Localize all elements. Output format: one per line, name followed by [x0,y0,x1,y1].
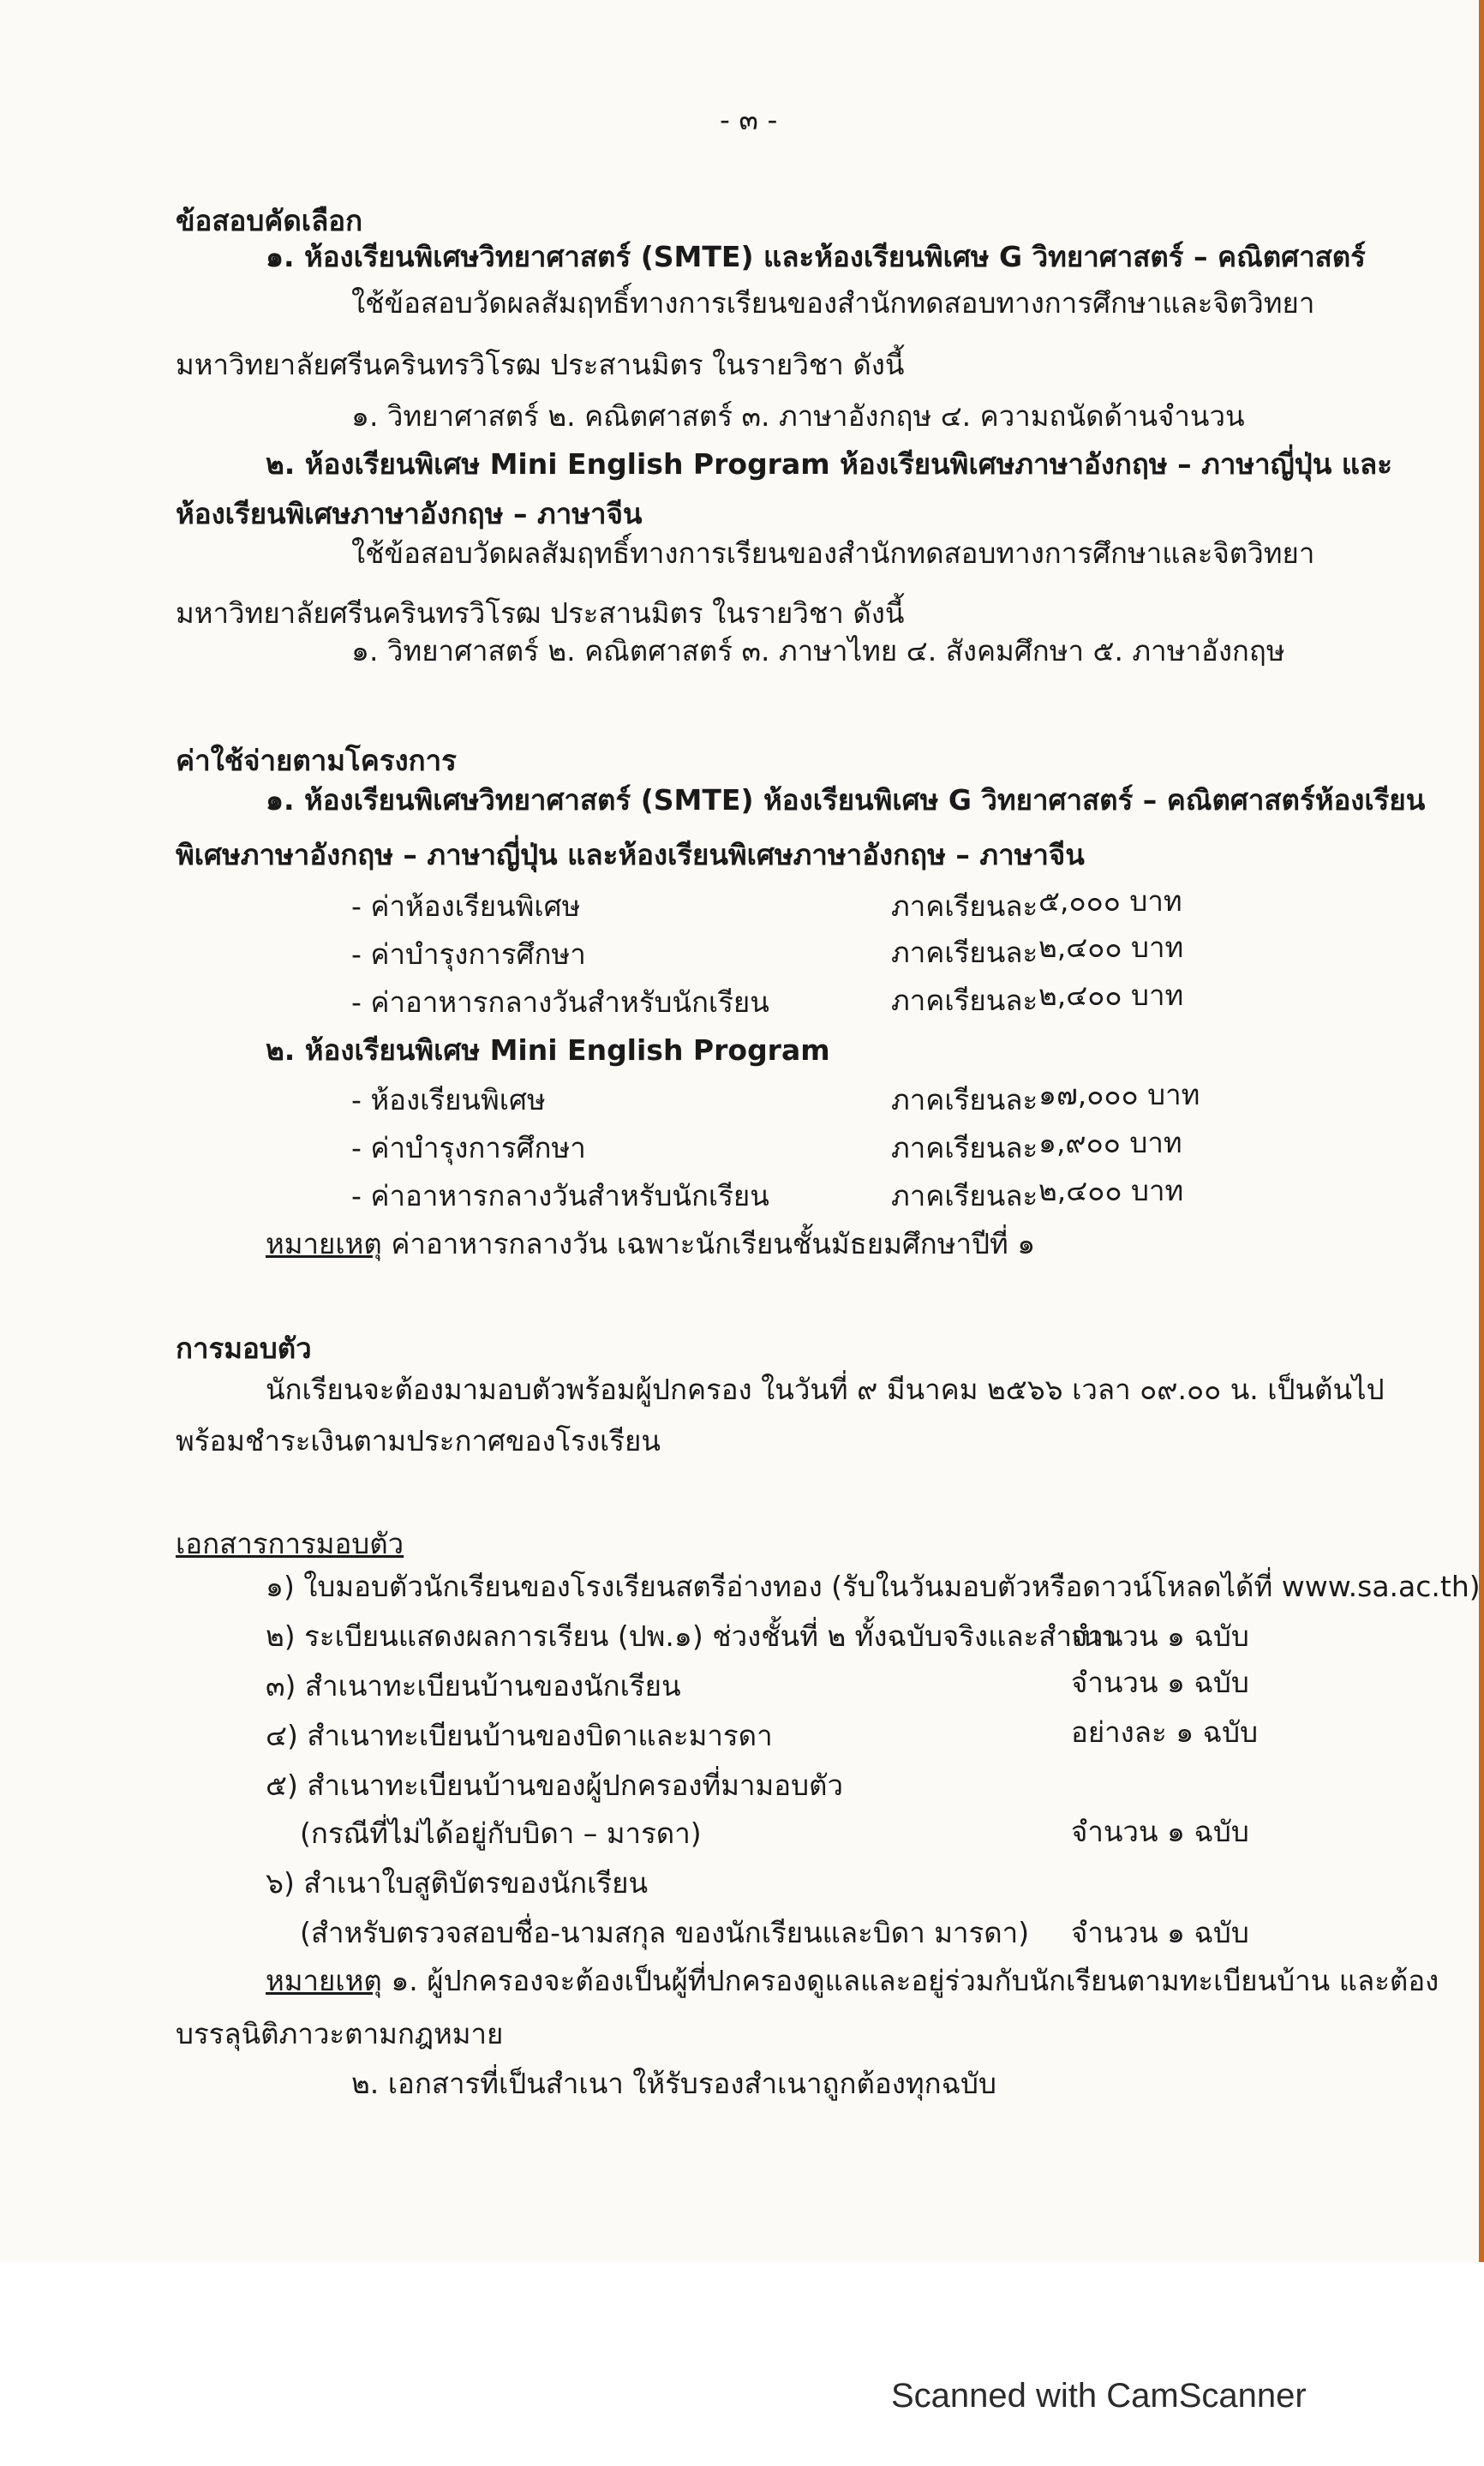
note-text: ๑. ผู้ปกครองจะต้องเป็นผู้ที่ปกครองดูแลและอยู่ร่วมกับนักเรียนตามทะเบียนบ้าน และต้อง [381,1964,1439,1997]
fee-term: ภาคเรียนละ [891,1083,1038,1116]
fee-label: - ค่าอาหารกลางวันสำหรับนักเรียน [351,985,769,1019]
fees-group1-title-line2: พิเศษภาษาอังกฤษ – ภาษาญี่ปุ่น และห้องเรียนพิเศษภาษาอังกฤษ – ภาษาจีน [176,838,1085,871]
exam-item2-title-line1: ๒. ห้องเรียนพิเศษ Mini English Program ห้องเรียนพิเศษภาษาอังกฤษ – ภาษาญี่ปุ่น และ [266,447,1393,481]
exam-item1-subjects: ๑. วิทยาศาสตร์ ๒. คณิตศาสตร์ ๓. ภาษาอังกฤษ ๔. ความถนัดด้านจำนวน [351,399,1245,433]
fee-label: - ห้องเรียนพิเศษ [351,1083,546,1116]
report-heading: การมอบตัว [176,1332,312,1365]
fees-group1-title-line1: ๑. ห้องเรียนพิเศษวิทยาศาสตร์ (SMTE) ห้องเรียนพิเศษ G วิทยาศาสตร์ – คณิตศาสตร์ห้องเรียน [266,783,1426,817]
document-qty: อย่างละ ๑ ฉบับ [1071,1715,1259,1749]
exam-heading: ข้อสอบคัดเลือก [176,204,363,237]
fee-term: ภาคเรียนละ [891,889,1038,923]
scanner-watermark: Scanned with CamScanner [891,2377,1307,2415]
fee-term: ภาคเรียนละ [891,936,1038,969]
document-item-sub: (สำหรับตรวจสอบชื่อ-นามสกุล ของนักเรียนและบิดา มารดา) [300,1916,1030,1949]
fee-amount: ๑๗,๐๐๐ บาท [1038,1078,1200,1111]
documents-note-line2: บรรลุนิติภาวะตามกฎหมาย [176,2017,504,2050]
fees-group2-title: ๒. ห้องเรียนพิเศษ Mini English Program [266,1033,830,1067]
exam-item2-desc-line2: มหาวิทยาลัยศรีนครินทรวิโรฒ ประสานมิตร ในรายวิชา ดังนี้ [176,596,905,630]
document-item: ๔) สำเนาทะเบียนบ้านของบิดาและมารดา [266,1719,773,1752]
exam-item1-title: ๑. ห้องเรียนพิเศษวิทยาศาสตร์ (SMTE) และห้องเรียนพิเศษ G วิทยาศาสตร์ – คณิตศาสตร์ [266,240,1366,273]
fee-term: ภาคเรียนละ [891,984,1038,1017]
fee-amount: ๒,๔๐๐ บาท [1038,931,1184,964]
fee-amount: ๕,๐๐๐ บาท [1038,884,1182,918]
fee-amount: ๒,๔๐๐ บาท [1038,1174,1184,1207]
note-label: หมายเหตุ [266,1227,382,1260]
document-item: ๑) ใบมอบตัวนักเรียนของโรงเรียนสตรีอ่างทอง (รับในวันมอบตัวหรือดาวน์โหลดได้ที่ www.sa.ac.th) [266,1570,1481,1603]
documents-note-line1 [266,1962,1439,2000]
report-line2: พร้อมชำระเงินตามประกาศของโรงเรียน [176,1424,661,1457]
documents-note-line3: ๒. เอกสารที่เป็นสำเนา ให้รับรองสำเนาถูกต้องทุกฉบับ [351,2067,996,2100]
fee-label: - ค่าห้องเรียนพิเศษ [351,889,581,923]
document-qty: จำนวน ๑ ฉบับ [1071,1916,1249,1949]
fee-label: - ค่าบำรุงการศึกษา [351,1131,586,1164]
fee-label: - ค่าบำรุงการศึกษา [351,937,586,971]
fees-heading: ค่าใช้จ่ายตามโครงการ [176,744,457,777]
exam-item1-desc-line2: มหาวิทยาลัยศรีนครินทรวิโรฒ ประสานมิตร ในรายวิชา ดังนี้ [176,348,905,381]
page-number: - ๓ - [720,103,778,136]
note-text: ค่าอาหารกลางวัน เฉพาะนักเรียนชั้นมัธยมศึกษาปีที่ ๑ [381,1227,1036,1260]
exam-item2-subjects: ๑. วิทยาศาสตร์ ๒. คณิตศาสตร์ ๓. ภาษาไทย ๔. สังคมศึกษา ๕. ภาษาอังกฤษ [351,634,1285,667]
document-item: ๒) ระเบียนแสดงผลการเรียน (ปพ.๑) ช่วงชั้นที่ ๒ ทั้งฉบับจริงและสำเนา [266,1619,1117,1653]
fees-note [266,1225,1035,1263]
document-item: ๖) สำเนาใบสูติบัตรของนักเรียน [266,1866,649,1900]
document-item-sub: (กรณีที่ไม่ได้อยู่กับบิดา – มารดา) [300,1817,702,1850]
document-item: ๓) สำเนาทะเบียนบ้านของนักเรียน [266,1669,681,1703]
fee-amount: ๑,๙๐๐ บาท [1038,1126,1182,1159]
document-qty: จำนวน ๑ ฉบับ [1071,1666,1249,1699]
fee-amount: ๒,๔๐๐ บาท [1038,979,1184,1012]
fee-label: - ค่าอาหารกลางวันสำหรับนักเรียน [351,1179,769,1212]
document-qty: จำนวน ๑ ฉบับ [1071,1815,1249,1848]
report-line1: นักเรียนจะต้องมามอบตัวพร้อมผู้ปกครอง ในวันที่ ๙ มีนาคม ๒๕๖๖ เวลา ๐๙.๐๐ น. เป็นต้นไป [266,1373,1385,1406]
note-label: หมายเหตุ [266,1964,382,1997]
exam-item1-desc-line1: ใช้ข้อสอบวัดผลสัมฤทธิ์ทางการเรียนของสำนักทดสอบทางการศึกษาและจิตวิทยา [351,286,1315,320]
fee-term: ภาคเรียนละ [891,1131,1038,1164]
fee-term: ภาคเรียนละ [891,1179,1038,1212]
exam-item2-title-line2: ห้องเรียนพิเศษภาษาอังกฤษ – ภาษาจีน [176,497,643,530]
document-qty: จำนวน ๑ ฉบับ [1071,1619,1249,1653]
documents-heading: เอกสารการมอบตัว [176,1527,404,1560]
exam-item2-desc-line1: ใช้ข้อสอบวัดผลสัมฤทธิ์ทางการเรียนของสำนักทดสอบทางการศึกษาและจิตวิทยา [351,536,1315,570]
document-item: ๕) สำเนาทะเบียนบ้านของผู้ปกครองที่มามอบตัว [266,1769,844,1802]
